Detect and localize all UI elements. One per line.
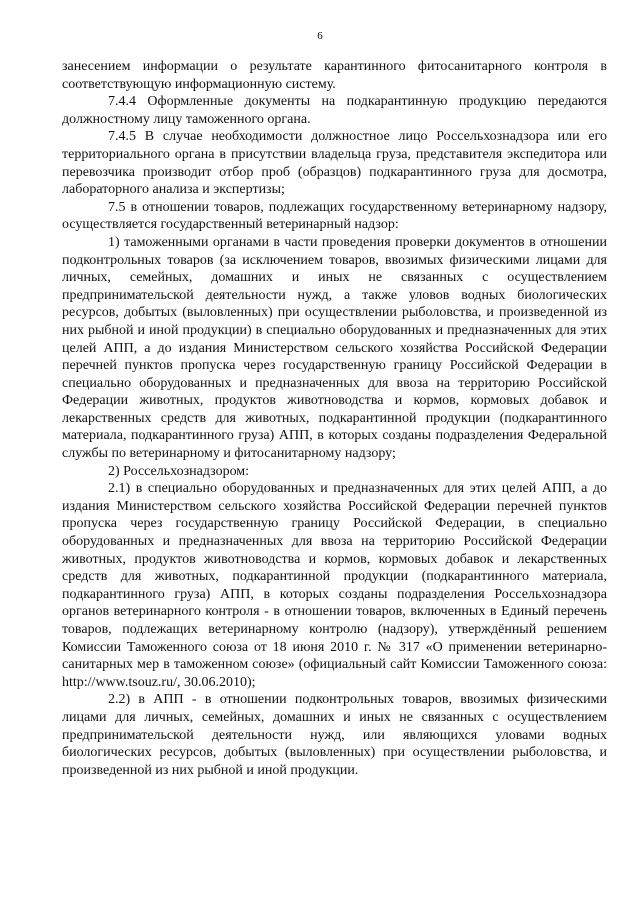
paragraph-7-5: 7.5 в отношении товаров, подлежащих государственному ветеринарному надзору, осуществляется государственный ветеринарный надзор: (62, 199, 607, 233)
paragraph-item-1: 1) таможенными органами в части проведения проверки документов в отношении подконтрольных товаров (за исключением товаров, ввозимых физическими лицами для личных, семейных, домашних и иных не связанных с осуществлением предпринимательской деятельности нужд, а также уловов водных биологических ресурсов, добытых (выловленных) при осуществлении рыболовства, и произведенной из них рыбной и иной продукции) в специально оборудованных и предназначенных для этих целей АПП, а до издания Министерством сельского хозяйства Российской Федерации перечней пунктов пропуска через государственную границу Российской Федерации в специально оборудованных и предназначенных для ввоза на территорию Российской Федерации животных, продуктов животноводства и кормов, кормовых добавок и лекарственных средств для животных, подкарантинной продукции (подкарантинного материала, подкарантинного груза) АПП, в которых созданы подразделения Федеральной службы по ветеринарному и фитосанитарному надзору; (62, 234, 607, 462)
document-body (62, 58, 607, 779)
page-number: 6 (317, 30, 323, 42)
paragraph-item-2: 2) Россельхознадзором: (108, 463, 250, 479)
paragraph-item-2-2: 2.2) в АПП - в отношении подконтрольных товаров, ввозимых физическими лицами для личных, семейных, домашних и иных не связанных с осуществлением предпринимательской деятельности нужд, или являющихся уловами водных биологических ресурсов, добытых (выловленных) при осуществлении рыболовства, и произведенной из них рыбной и иной продукции. (62, 692, 607, 778)
paragraph-item-2-1: 2.1) в специально оборудованных и предназначенных для этих целей АПП, а до издания Министерством сельского хозяйства Российской Федерации перечней пунктов пропуска через государственную границу Российской Федерации, в специально оборудованных и предназначенных для ввоза на территорию Российской Федерации животных, продуктов животноводства и кормов, кормовых добавок и лекарственных средств для животных, подкарантинной продукции (подкарантинного материала, подкарантинного груза) АПП, в которых созданы подразделения Россельхознадзора органов ветеринарного контроля - в отношении товаров, включенных в Единый перечень товаров, подлежащих ветеринарному контролю (надзору), утверждённый решением Комиссии Таможенного союза от 18 июня 2010 г. № 317 «О применении ветеринарно-санитарных мер в таможенном союзе» (официальный сайт Комиссии Таможенного союза: http://www.tsouz.ru/, 30.06.2010); (62, 481, 607, 690)
paragraph-7-4-5: 7.4.5 В случае необходимости должностное лицо Россельхознадзора или его территориального органа в присутствии владельца груза, представителя экспедитора или перевозчика производит отбор проб (образцов) подкарантинного груза для досмотра, лабораторного анализа и экспертизы; (62, 129, 607, 198)
paragraph-7-4-4: 7.4.4 Оформленные документы на подкарантинную продукцию передаются должностному лицу таможенного органа. (62, 94, 607, 127)
paragraph-continuation: занесением информации о результате карантинного фитосанитарного контроля в соответствующую информационную систему. (62, 59, 607, 92)
